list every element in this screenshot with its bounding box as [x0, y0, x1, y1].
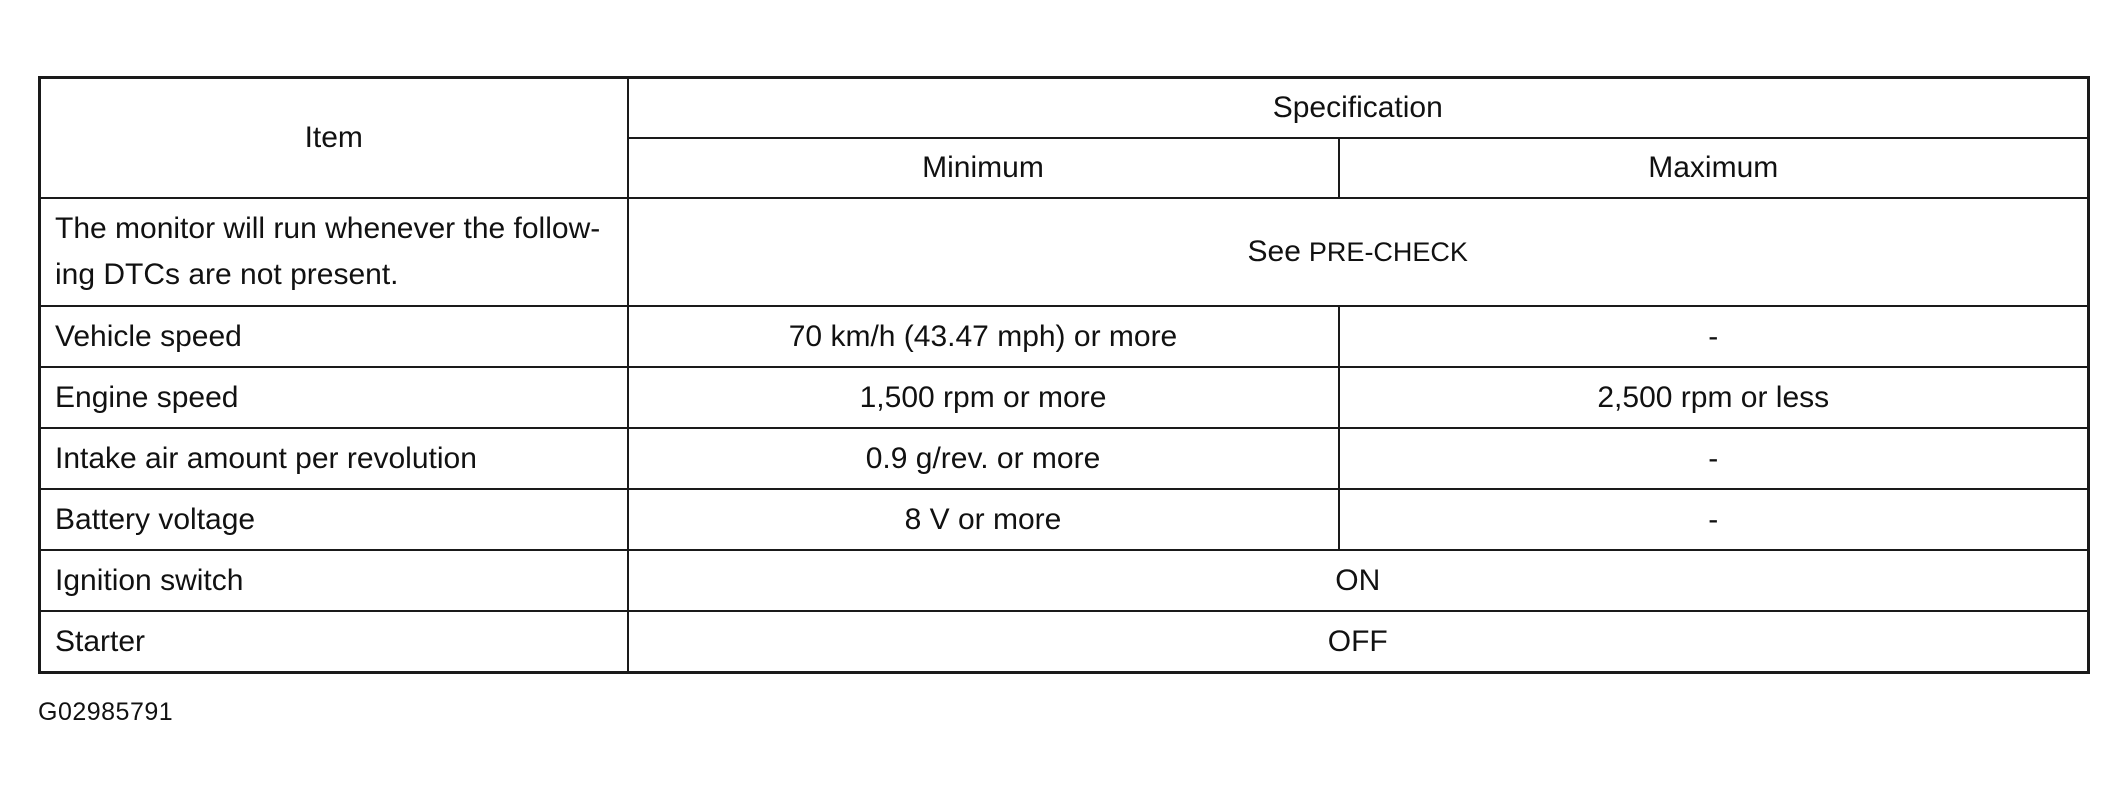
row-minimum: 1,500 rpm or more [628, 367, 1339, 428]
table-row [40, 428, 2089, 489]
row-item: Ignition switch [40, 550, 628, 611]
row-minimum: 0.9 g/rev. or more [628, 428, 1339, 489]
row-maximum: - [1339, 306, 2089, 367]
pre-check-link[interactable]: PRE-CHECK [1308, 237, 1468, 267]
table-row [40, 550, 2089, 611]
header-maximum: Maximum [1339, 138, 2089, 198]
table-row [40, 306, 2089, 367]
row-maximum: - [1339, 428, 2089, 489]
row-minimum: 70 km/h (43.47 mph) or more [628, 306, 1339, 367]
row-value: ON [628, 550, 2089, 611]
dtc-item-line2: ing DTCs are not present. [55, 258, 399, 291]
see-text: See [1247, 235, 1301, 268]
spec-table [38, 76, 2090, 674]
row-minimum: 8 V or more [628, 489, 1339, 550]
row-item: Engine speed [40, 367, 628, 428]
table-row [40, 367, 2089, 428]
table-row [40, 489, 2089, 550]
row-item: Intake air amount per revolution [40, 428, 628, 489]
table-row [40, 198, 2089, 306]
dtc-spec [628, 198, 2089, 306]
row-value: OFF [628, 611, 2089, 673]
row-maximum: - [1339, 489, 2089, 550]
row-item [40, 198, 628, 306]
header-row [40, 78, 2089, 139]
dtc-item-line1: The monitor will run whenever the follow- [55, 212, 601, 245]
header-minimum: Minimum [628, 138, 1339, 198]
table-row [40, 611, 2089, 673]
row-item: Vehicle speed [40, 306, 628, 367]
header-specification: Specification [628, 78, 2089, 139]
row-maximum: 2,500 rpm or less [1339, 367, 2089, 428]
row-item: Battery voltage [40, 489, 628, 550]
row-item: Starter [40, 611, 628, 673]
figure-code: G02985791 [38, 698, 174, 726]
header-item: Item [40, 78, 628, 199]
